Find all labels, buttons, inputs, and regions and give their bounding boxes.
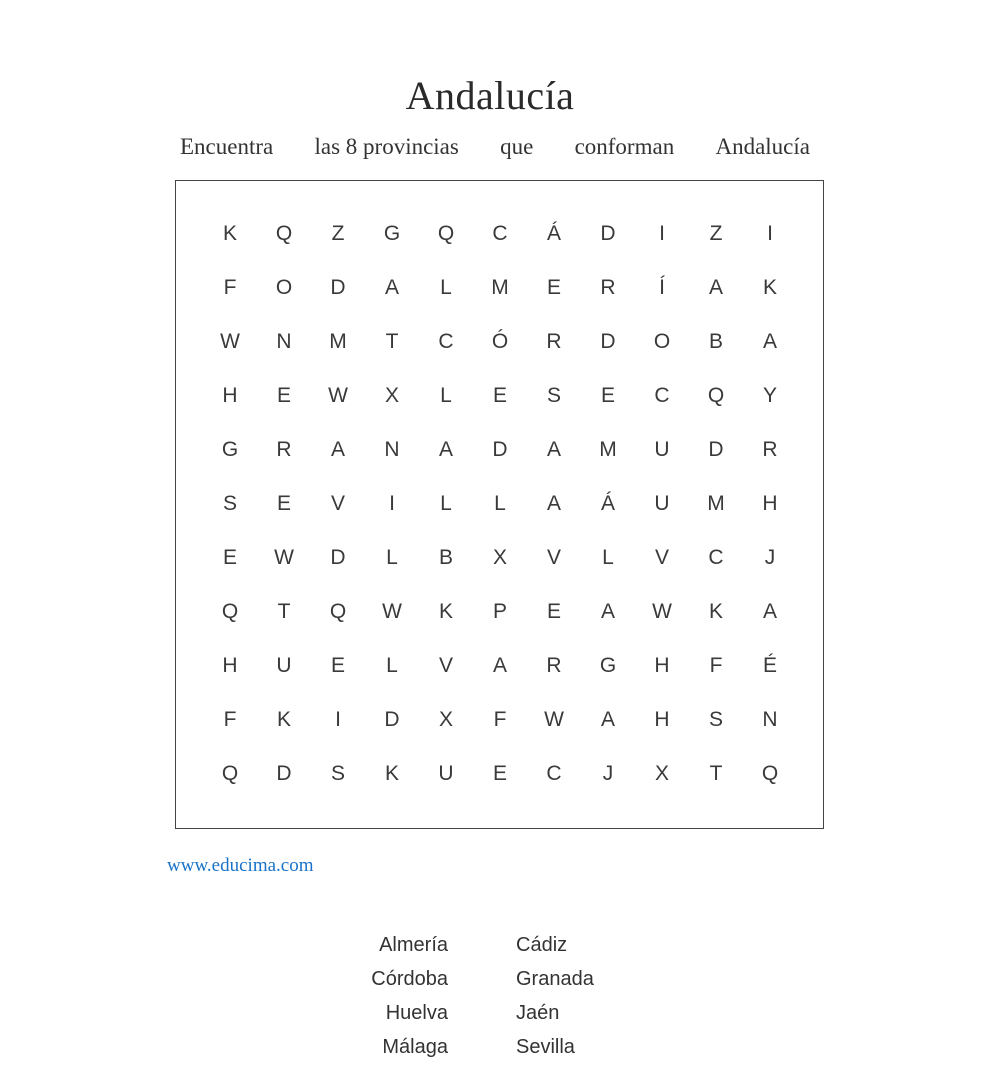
word-item: Jaén [516, 1001, 560, 1024]
word-list-row [300, 928, 700, 962]
grid-letter[interactable]: H [222, 654, 238, 677]
grid-letter[interactable]: R [546, 654, 562, 677]
grid-letter[interactable]: A [438, 438, 453, 461]
grid-letter[interactable]: U [276, 654, 292, 677]
grid-letter[interactable]: L [386, 654, 398, 677]
grid-letter[interactable]: S [546, 384, 561, 407]
grid-letter[interactable]: H [654, 654, 670, 677]
grid-letter[interactable]: X [492, 546, 507, 569]
grid-letter[interactable]: L [440, 384, 452, 407]
instruction-word: Encuentra [180, 134, 274, 159]
grid-letter[interactable]: L [440, 276, 452, 299]
instruction-word: que [500, 134, 534, 159]
grid-letter[interactable]: A [330, 438, 345, 461]
grid-letter[interactable]: L [602, 546, 614, 569]
grid-letter[interactable]: D [600, 222, 616, 245]
word-item: Huelva [385, 1001, 448, 1024]
grid-letter[interactable]: R [762, 438, 778, 461]
grid-letter[interactable]: Z [331, 222, 345, 245]
grid-letter[interactable]: Z [709, 222, 723, 245]
letter-grid [203, 207, 797, 801]
grid-letter[interactable]: S [222, 492, 237, 515]
instructions [180, 134, 810, 160]
grid-letter[interactable]: M [329, 330, 347, 353]
grid-letter[interactable]: A [708, 276, 723, 299]
grid-letter[interactable]: G [383, 222, 401, 245]
grid-letter[interactable]: W [328, 384, 348, 407]
grid-letter[interactable]: V [546, 546, 561, 569]
grid-letter[interactable]: E [330, 654, 345, 677]
grid-letter[interactable]: C [438, 330, 454, 353]
grid-letter[interactable]: G [599, 654, 617, 677]
grid-letter[interactable]: U [654, 492, 670, 515]
word-item: Sevilla [516, 1035, 575, 1058]
grid-letter[interactable]: V [330, 492, 345, 515]
grid-letter[interactable]: U [438, 762, 454, 785]
grid-letter[interactable]: K [762, 276, 777, 299]
grid-letter[interactable]: C [492, 222, 508, 245]
grid-letter[interactable]: A [600, 708, 615, 731]
grid-letter[interactable]: U [654, 438, 670, 461]
grid-letter[interactable]: D [492, 438, 508, 461]
grid-letter[interactable]: W [382, 600, 402, 623]
grid-letter[interactable]: V [438, 654, 453, 677]
grid-letter[interactable]: D [276, 762, 292, 785]
grid-letter[interactable]: I [389, 492, 395, 515]
grid-letter[interactable]: L [386, 546, 398, 569]
grid-letter[interactable]: G [221, 438, 239, 461]
grid-letter[interactable]: A [762, 600, 777, 623]
grid-letter[interactable]: R [600, 276, 616, 299]
grid-letter[interactable]: C [654, 384, 670, 407]
instruction-word: Andalucía [715, 134, 810, 159]
grid-letter[interactable]: Á [600, 492, 615, 515]
grid-letter[interactable]: Í [659, 276, 665, 299]
instruction-word: las 8 provincias [314, 134, 459, 159]
word-list [300, 928, 700, 1064]
grid-letter[interactable]: K [708, 600, 723, 623]
grid-letter[interactable]: D [600, 330, 616, 353]
word-list-row [300, 996, 700, 1030]
word-list-row [300, 962, 700, 996]
grid-letter[interactable]: R [276, 438, 292, 461]
grid-letter[interactable]: D [708, 438, 724, 461]
word-list-row [300, 1030, 700, 1064]
grid-letter[interactable]: E [546, 276, 561, 299]
word-item: Granada [516, 967, 594, 990]
grid-letter[interactable]: F [709, 654, 723, 677]
grid-letter[interactable]: Q [221, 600, 239, 623]
grid-letter[interactable]: R [546, 330, 562, 353]
grid-letter[interactable]: H [654, 708, 670, 731]
word-item: Cádiz [516, 933, 568, 956]
grid-letter[interactable]: O [275, 276, 293, 299]
grid-letter[interactable]: I [335, 708, 341, 731]
grid-letter[interactable]: Q [329, 600, 347, 623]
grid-letter[interactable]: V [654, 546, 669, 569]
grid-letter[interactable]: A [546, 492, 561, 515]
grid-letter[interactable]: B [708, 330, 723, 353]
grid-letter[interactable]: H [762, 492, 778, 515]
grid-letter[interactable]: W [274, 546, 294, 569]
grid-letter[interactable]: E [600, 384, 615, 407]
grid-letter[interactable]: Q [221, 762, 239, 785]
grid-letter[interactable]: E [546, 600, 561, 623]
grid-letter[interactable]: E [222, 546, 237, 569]
grid-letter[interactable]: S [708, 708, 723, 731]
grid-letter[interactable]: T [709, 762, 723, 785]
grid-letter[interactable]: Á [546, 222, 561, 245]
grid-letter[interactable]: K [222, 222, 237, 245]
grid-letter[interactable]: K [276, 708, 291, 731]
grid-letter[interactable]: Ó [491, 330, 509, 353]
word-item: Málaga [382, 1035, 448, 1058]
grid-letter[interactable]: L [494, 492, 506, 515]
grid-letter[interactable]: X [384, 384, 399, 407]
grid-letter[interactable]: K [384, 762, 399, 785]
grid-letter[interactable]: D [384, 708, 400, 731]
grid-letter[interactable]: F [223, 708, 237, 731]
credit-link[interactable]: www.educima.com [167, 855, 314, 876]
grid-letter[interactable]: X [438, 708, 453, 731]
word-item: Almería [379, 933, 448, 956]
grid-letter[interactable]: M [599, 438, 617, 461]
grid-letter[interactable]: A [546, 438, 561, 461]
grid-letter[interactable]: W [652, 600, 672, 623]
grid-letter[interactable]: T [277, 600, 291, 623]
grid-letter[interactable]: C [708, 546, 724, 569]
grid-letter[interactable]: N [762, 708, 778, 731]
word-search-board [175, 180, 824, 829]
grid-letter[interactable]: Q [761, 762, 779, 785]
grid-letter[interactable]: A [600, 600, 615, 623]
grid-letter[interactable]: E [276, 384, 291, 407]
instruction-word: conforman [574, 134, 675, 159]
grid-letter[interactable]: X [654, 762, 669, 785]
grid-letter[interactable]: P [492, 600, 507, 623]
grid-letter[interactable]: A [762, 330, 777, 353]
grid-letter[interactable]: H [222, 384, 238, 407]
grid-letter[interactable]: Q [275, 222, 293, 245]
grid-letter[interactable]: L [440, 492, 452, 515]
grid-letter[interactable]: T [385, 330, 399, 353]
grid-letter[interactable]: É [762, 654, 777, 677]
grid-letter[interactable]: D [330, 276, 346, 299]
grid-letter[interactable]: A [384, 276, 399, 299]
grid-letter[interactable]: M [707, 492, 725, 515]
grid-letter[interactable]: J [602, 762, 614, 785]
grid-letter[interactable]: Q [707, 384, 725, 407]
grid-letter[interactable]: I [767, 222, 773, 245]
grid-letter[interactable]: W [220, 330, 240, 353]
grid-letter[interactable]: F [493, 708, 507, 731]
grid-letter[interactable]: O [653, 330, 671, 353]
grid-letter[interactable]: B [438, 546, 453, 569]
grid-letter[interactable]: D [330, 546, 346, 569]
grid-letter[interactable]: I [659, 222, 665, 245]
grid-letter[interactable]: A [492, 654, 507, 677]
page-title: Andalucía [405, 73, 575, 118]
grid-letter[interactable]: N [276, 330, 292, 353]
grid-letter[interactable]: M [491, 276, 509, 299]
grid-letter[interactable]: C [546, 762, 562, 785]
grid-letter[interactable]: N [384, 438, 400, 461]
grid-letter[interactable]: E [492, 762, 507, 785]
grid-letter[interactable]: E [492, 384, 507, 407]
grid-letter[interactable]: Y [762, 384, 777, 407]
grid-letter[interactable]: Q [437, 222, 455, 245]
grid-letter[interactable]: K [438, 600, 453, 623]
word-item: Córdoba [371, 967, 448, 990]
grid-letter[interactable]: S [330, 762, 345, 785]
grid-letter[interactable]: E [276, 492, 291, 515]
grid-letter[interactable]: J [764, 546, 776, 569]
grid-letter[interactable]: F [223, 276, 237, 299]
grid-letter[interactable]: W [544, 708, 564, 731]
